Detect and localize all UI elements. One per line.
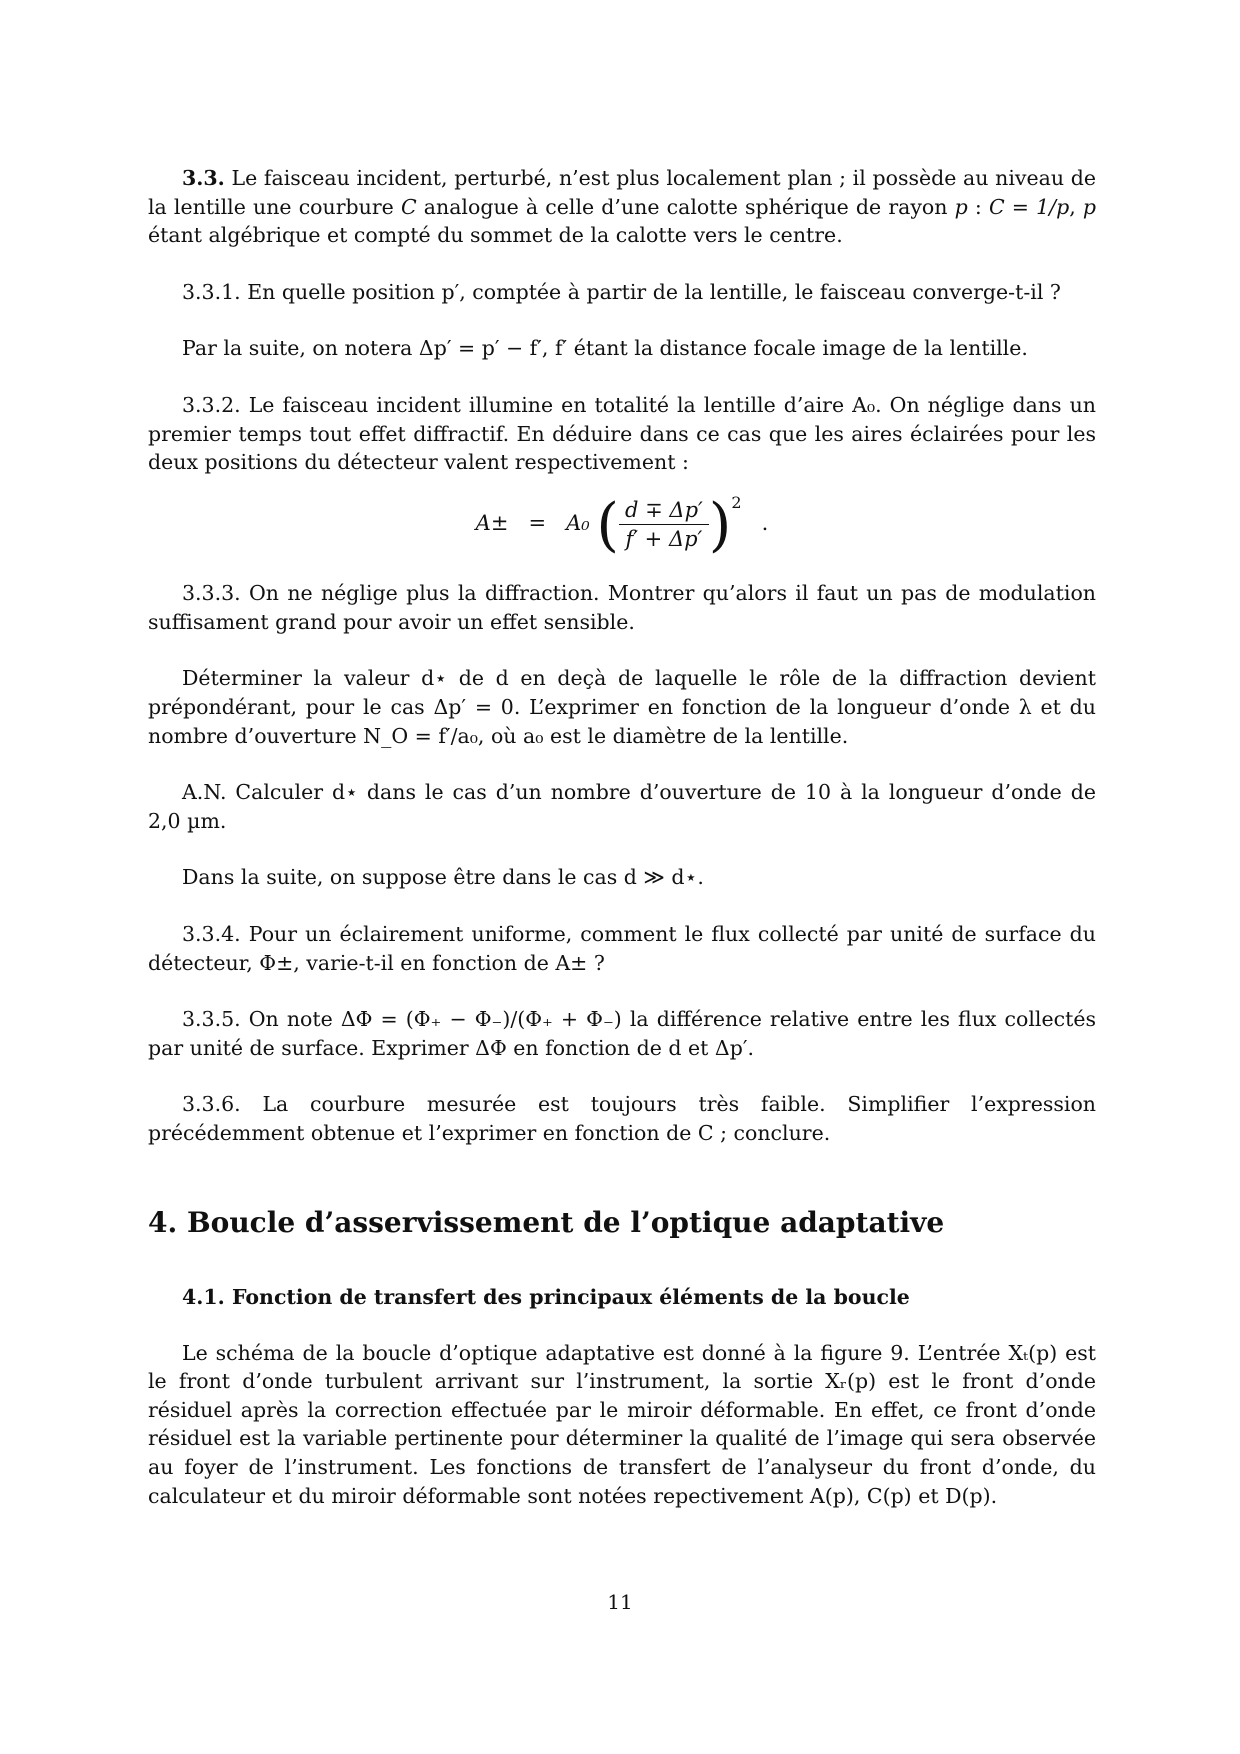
equation-equals: = (528, 510, 547, 535)
left-paren: ( (596, 490, 620, 559)
paragraph-3-3-4: 3.3.4. Pour un éclairement uniforme, comment le flux collecté par unité de surface du détecteur, Φ±, varie-t-il en fonction de A± ? (148, 922, 1096, 975)
page-number: 11 (607, 1590, 633, 1614)
equation-lhs: A± (475, 510, 509, 535)
paragraph-3-3-1: 3.3.1. En quelle position p′, comptée à partir de la lentille, le faisceau converge-t-il ? (182, 279, 1061, 304)
equation-numerator: d ∓ Δp′ (619, 496, 709, 525)
equation-denominator: f′ + Δp′ (625, 526, 703, 551)
paragraph-3-3-2: 3.3.2. Le faisceau incident illumine en totalité la lentille d’aire A₀. On néglige dans un premier temps tout effet diffractif. En déduire dans ce cas que les aires éclairées pour les deux positions du détecteur valent respectivement : (148, 392, 1096, 475)
paragraph-3-3-5: 3.3.5. On note ΔΦ = (Φ₊ − Φ₋)/(Φ₊ + Φ₋) la différence relative entre les flux collectés par unité de surface. Exprimer ΔΦ en fonction de d et Δp′. (148, 1007, 1096, 1060)
equation-end: . (761, 510, 769, 535)
paragraph-3-3-3: 3.3.3. On ne néglige plus la diffraction. Montrer qu’alors il faut un pas de modulation suffisament grand pour avoir un effet sensible. (148, 581, 1096, 634)
paragraph-notation: Par la suite, on notera Δp′ = p′ − f′, f′ étant la distance focale image de la lentille. (182, 336, 1028, 361)
paragraph-an: A.N. Calculer d⋆ dans le cas d’un nombre d’ouverture de 10 à la longueur d’onde de 2,0 µm. (148, 780, 1096, 833)
paragraph-3-3-6: 3.3.6. La courbure mesurée est toujours très faible. Simplifier l’expression précédemment obtenue et l’exprimer en fonction de C ; conclure. (148, 1092, 1096, 1145)
subsection-heading-4-1: 4.1. Fonction de transfert des principaux éléments de la boucle (182, 1284, 910, 1309)
section-number: 3.3. (182, 166, 225, 190)
equation-exponent: 2 (731, 492, 742, 512)
paragraph-assumption: Dans la suite, on suppose être dans le cas d ≫ d⋆. (182, 865, 704, 890)
equation-coef: A₀ (566, 510, 590, 535)
equation-area (148, 490, 1096, 559)
paragraph-3-3: 3.3. Le faisceau incident, perturbé, n’est plus localement plan ; il possède au niveau de la lentille une courbure C analogue à celle d’une calotte sphérique de rayon p : C = 1/p, p étant algébrique et compté du sommet de la calotte vers le centre. (148, 166, 1096, 248)
section-heading-4: 4. Boucle d’asservissement de l’optique adaptative (148, 1205, 945, 1239)
document-page (148, 164, 1096, 1510)
paragraph-4-1: Le schéma de la boucle d’optique adaptative est donné à la figure 9. L’entrée Xₜ(p) est le front d’onde turbulent arrivant sur l’instrument, la sortie Xᵣ(p) est le front d’onde résiduel après la correction effectuée par le miroir déformable. En effet, ce front d’onde résiduel est la variable pertinente pour déterminer la qualité de l’image qui sera observée au foyer de l’instrument. Les fonctions de transfert de l’analyseur du front d’onde, du calculateur et du miroir déformable sont notées repectivement A(p), C(p) et D(p). (148, 1340, 1096, 1508)
equation-fraction (619, 496, 709, 553)
paragraph-d-star: Déterminer la valeur d⋆ de d en deçà de laquelle le rôle de la diffraction devient prépondérant, pour le cas Δp′ = 0. L’exprimer en fonction de la longueur d’onde λ et du nombre d’ouverture N_O = f′/a₀, où a₀ est le diamètre de la lentille. (148, 666, 1096, 748)
right-paren: ) (708, 490, 732, 559)
